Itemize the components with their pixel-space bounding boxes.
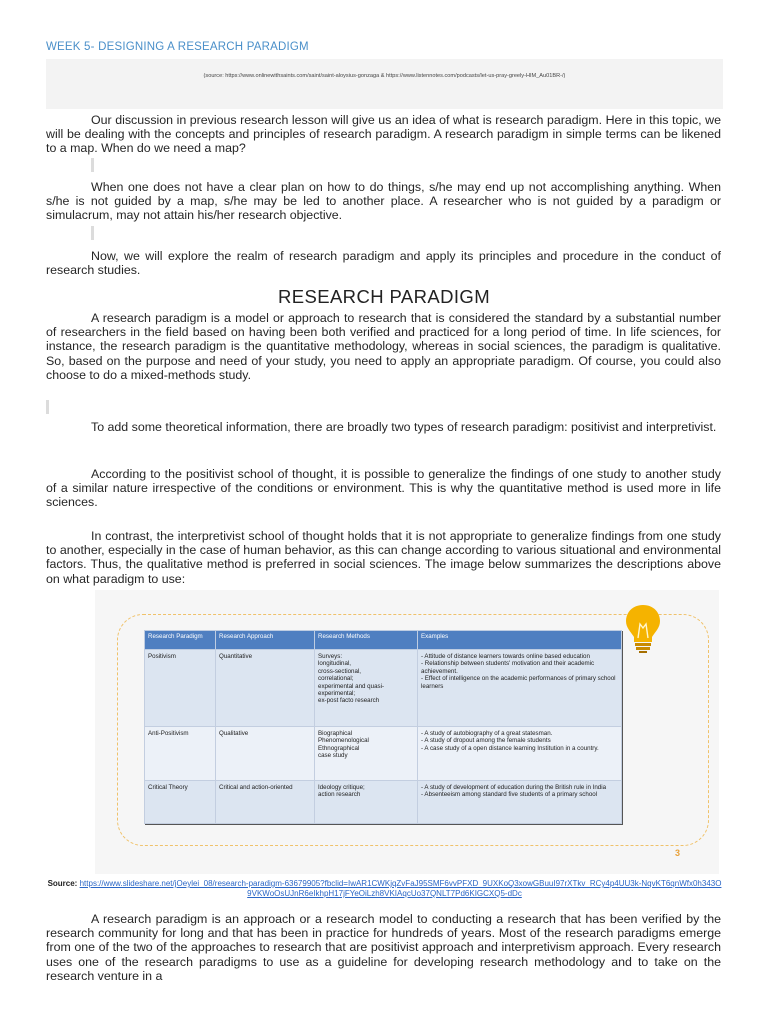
- table-cell-approach: Quantitative: [216, 650, 315, 727]
- image-source-text: (source: https://www.onlinewithsaints.com/saint/saint-aloysius-gonzaga & https://www.listennotes.com/podcasts/let-us-pray-greely-HIM_Au01BR-/): [203, 73, 566, 79]
- method-line: Surveys:: [318, 653, 343, 660]
- caption-label: Source:: [47, 879, 78, 888]
- section-heading: RESEARCH PARADIGM: [277, 286, 491, 307]
- table-cell-approach: Critical and action-oriented: [216, 781, 315, 824]
- table-cell-methods: [315, 781, 418, 824]
- example-line: - A case study of a open distance learning Institution in a country.: [421, 744, 599, 752]
- method-line: experimental and quasi-experimental;: [318, 682, 385, 698]
- method-line: cross-sectional,: [318, 667, 361, 675]
- week-title: WEEK 5- DESIGNING A RESEARCH PARADIGM: [46, 41, 309, 53]
- example-line: - Effect of intelligence on the academic performances of primary school learners: [421, 675, 616, 690]
- method-line: longitudinal,: [318, 660, 352, 668]
- method-line: Phenomenological: [318, 737, 369, 745]
- table-cell-methods: [315, 650, 418, 727]
- table-row: [145, 727, 622, 781]
- table-cell-examples: [418, 727, 622, 781]
- method-line: Ideology critique;: [318, 784, 365, 791]
- table-cell-examples: [418, 650, 622, 727]
- paragraph-intro: Our discussion in previous research lesson will give us an idea of what is research paradigm. Here in this topic, we will be dealing with the concepts and principles of research paradigm. A research paradigm in simple terms can be likened to a map. When do we need a map?: [46, 113, 721, 156]
- table-header-cell: Research Methods: [315, 631, 418, 650]
- method-line: Biographical: [318, 730, 353, 737]
- table-cell-methods: [315, 727, 418, 781]
- table-cell-approach: Qualitative: [216, 727, 315, 781]
- example-line: - Attitude of distance learners towards online based education: [421, 653, 590, 660]
- method-line: ex-post facto research: [318, 697, 380, 705]
- paradigm-summary-figure: [95, 590, 719, 874]
- table-header-row: [145, 631, 622, 650]
- method-line: Ethnographical: [318, 744, 360, 752]
- table-cell-paradigm: Positivism: [145, 650, 216, 727]
- example-line: - A study of dropout among the female students: [421, 737, 551, 745]
- method-line: action research: [318, 791, 361, 799]
- paradigm-table: [144, 630, 622, 824]
- figure-caption: [46, 879, 723, 898]
- method-line: case study: [318, 752, 348, 760]
- table-row: [145, 781, 622, 824]
- figure-page-number: 3: [675, 848, 681, 858]
- paragraph-marker: [91, 226, 94, 240]
- method-line: correlational;: [318, 675, 354, 683]
- image-source-box: [46, 59, 723, 109]
- paragraph-summary: A research paradigm is an approach or a research model to conducting a research that has been verified by the research community for long and that has been in practice for hundreds of years. Most of the research paradigms emerge from one of the two of the approaches to research that are positivist approach and interpretivism approach. Every research uses one of the research paradigms to use as a guideline for developing research methodology and to take on the research venture in a: [46, 912, 721, 983]
- paragraph-interpretivist: In contrast, the interpretivist school of thought holds that it is not appropriate to generalize findings from one study to another, especially in the case of human behavior, as this can change according to various situational and environmental factors. Thus, the qualitative method is preferred in social sciences. The image below summarizes the descriptions above on what paradigm to use:: [46, 529, 721, 586]
- paragraph-explore: Now, we will explore the realm of research paradigm and apply its principles and procedure in the conduct of research studies.: [46, 249, 721, 278]
- table-cell-examples: [418, 781, 622, 824]
- paragraph-marker: [91, 158, 94, 172]
- example-line: - Absenteeism among standard five students of a primary school: [421, 791, 598, 799]
- example-line: - Relationship between students' motivation and their academic achievement.: [421, 660, 595, 675]
- paragraph-marker: [46, 400, 49, 414]
- lightbulb-icon: [623, 602, 663, 654]
- paragraph-map: When one does not have a clear plan on how to do things, s/he may end up not accomplishing anything. When s/he is not guided by a map, s/he may be led to another place. A researcher who is not guided by a paradigm or simulacrum, may not attain his/her research objective.: [46, 180, 721, 223]
- table-header-cell: Examples: [418, 631, 622, 650]
- table-row: [145, 650, 622, 727]
- paragraph-types: To add some theoretical information, there are broadly two types of research paradigm: positivist and interpretivist.: [91, 420, 717, 434]
- table-cell-paradigm: Anti-Positivism: [145, 727, 216, 781]
- example-line: - A study of development of education during the British rule in India: [421, 784, 607, 791]
- table-header-cell: Research Approach: [216, 631, 315, 650]
- table-header-cell: Research Paradigm: [145, 631, 216, 650]
- example-line: - A study of autobiography of a great statesman.: [421, 730, 553, 737]
- table-cell-paradigm: Critical Theory: [145, 781, 216, 824]
- paragraph-positivist: According to the positivist school of thought, it is possible to generalize the findings of one study to another study of a similar nature irrespective of the conditions or environment. This is why the quantitative method is used more in life sciences.: [46, 467, 721, 510]
- caption-source-link[interactable]: https://www.slideshare.net/jOeylei_08/research-paradigm-63679905?fbclid=IwAR1CWKjqZvFaJ95SMF6vvPFXD_9UXKoQ3xowGBuuI97rXTkv_RCy4p4UU3k-NqvKT6qnWfx0h343O9VKWoOsUJnR6eIkhpH17jFYeOiLzh8VKIAqcUo37QNLT7Pd6KIGCXQ5-dDc: [79, 879, 722, 898]
- paragraph-definition: A research paradigm is a model or approach to research that is considered the standard by a substantial number of researchers in the field based on having been both verified and practiced for a long period of time. In life sciences, for instance, the research paradigm is the quantitative methodology, whereas in social sciences, the paradigm is qualitative. So, based on the purpose and need of your study, you need to apply an appropriate paradigm. Of course, you could also choose to do a mixed-methods study.: [46, 311, 721, 382]
